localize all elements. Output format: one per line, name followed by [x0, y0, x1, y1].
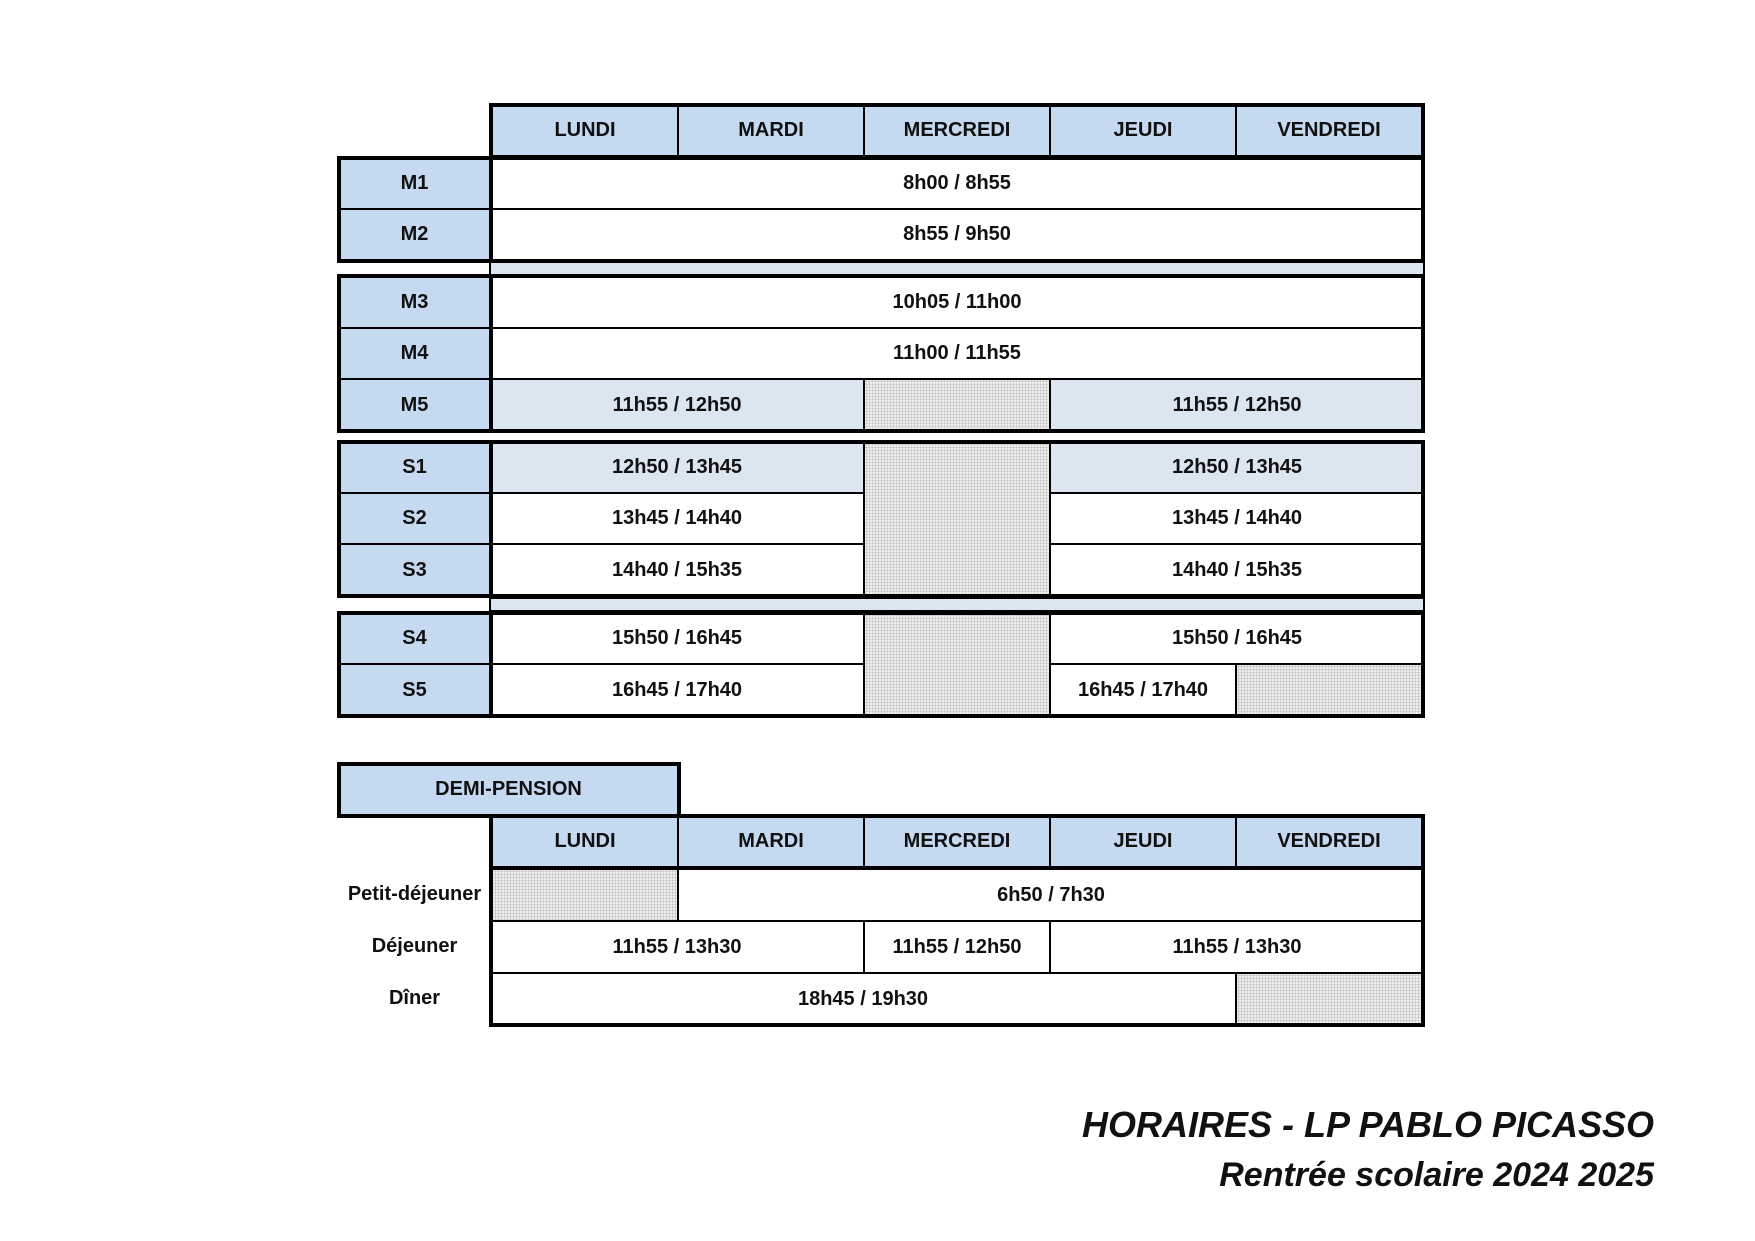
dp-header-vendredi: VENDREDI [1235, 815, 1423, 868]
unavailable-diner-fri [1235, 972, 1425, 1026]
time-s3-mon-tue: 14h40 / 15h35 [489, 543, 865, 597]
time-m4: 11h00 / 11h55 [489, 327, 1425, 380]
demi-pension-title: DEMI-PENSION [338, 763, 679, 816]
row-label-m1: M1 [338, 157, 491, 210]
unavailable-s1-s3-wed [863, 441, 1051, 597]
time-m2: 8h55 / 9h50 [489, 208, 1425, 261]
row-label-m5: M5 [338, 378, 491, 432]
header-jeudi: JEUDI [1049, 104, 1237, 157]
time-petit-dejeuner-tue-fri: 6h50 / 7h30 [677, 868, 1425, 922]
header-vendredi: VENDREDI [1235, 104, 1423, 157]
time-s4-thu-fri: 15h50 / 16h45 [1049, 612, 1425, 665]
row-label-s4: S4 [338, 612, 491, 665]
dp-header-jeudi: JEUDI [1049, 815, 1237, 868]
time-m1: 8h00 / 8h55 [489, 157, 1425, 210]
row-label-m3: M3 [338, 276, 491, 329]
break-band-afternoon [489, 597, 1425, 612]
time-s4-mon-tue: 15h50 / 16h45 [489, 612, 865, 665]
time-s1-thu-fri: 12h50 / 13h45 [1049, 441, 1425, 494]
time-dejeuner-mon-tue: 11h55 / 13h30 [489, 920, 865, 974]
row-label-diner: Dîner [388, 986, 441, 1009]
time-m3: 10h05 / 11h00 [489, 276, 1425, 329]
header-mercredi: MERCREDI [863, 104, 1051, 157]
break-band-morning [489, 261, 1425, 276]
time-m5-mon-tue: 11h55 / 12h50 [489, 378, 865, 432]
time-s5-thu: 16h45 / 17h40 [1049, 663, 1237, 717]
header-mardi: MARDI [677, 104, 865, 157]
time-s2-thu-fri: 13h45 / 14h40 [1049, 492, 1425, 545]
time-s2-mon-tue: 13h45 / 14h40 [489, 492, 865, 545]
row-label-dejeuner: Déjeuner [371, 934, 458, 957]
time-s1-mon-tue: 12h50 / 13h45 [489, 441, 865, 494]
dp-header-mercredi: MERCREDI [863, 815, 1051, 868]
header-lundi: LUNDI [491, 104, 679, 157]
dp-header-lundi: LUNDI [491, 815, 679, 868]
row-label-m2: M2 [338, 208, 491, 261]
dp-header-mardi: MARDI [677, 815, 865, 868]
time-diner-mon-thu: 18h45 / 19h30 [489, 972, 1237, 1026]
unavailable-petit-dejeuner-mon [489, 868, 679, 922]
time-dejeuner-wed: 11h55 / 12h50 [863, 920, 1051, 974]
time-s3-thu-fri: 14h40 / 15h35 [1049, 543, 1425, 597]
row-label-s2: S2 [338, 492, 491, 545]
unavailable-m5-wed [863, 378, 1051, 432]
time-m5-thu-fri: 11h55 / 12h50 [1049, 378, 1425, 432]
document-title: HORAIRES - LP PABLO PICASSO [1081, 1104, 1654, 1145]
time-s5-mon-tue: 16h45 / 17h40 [489, 663, 865, 717]
row-label-s1: S1 [338, 441, 491, 494]
unavailable-s4-s5-wed [863, 612, 1051, 717]
row-label-s5: S5 [338, 663, 491, 717]
unavailable-s5-fri [1235, 663, 1425, 717]
row-label-petit-dejeuner: Petit-déjeuner [347, 882, 482, 905]
row-label-m4: M4 [338, 327, 491, 380]
row-label-s3: S3 [338, 543, 491, 597]
time-dejeuner-thu-fri: 11h55 / 13h30 [1049, 920, 1425, 974]
document-subtitle: Rentrée scolaire 2024 2025 [1219, 1156, 1654, 1194]
